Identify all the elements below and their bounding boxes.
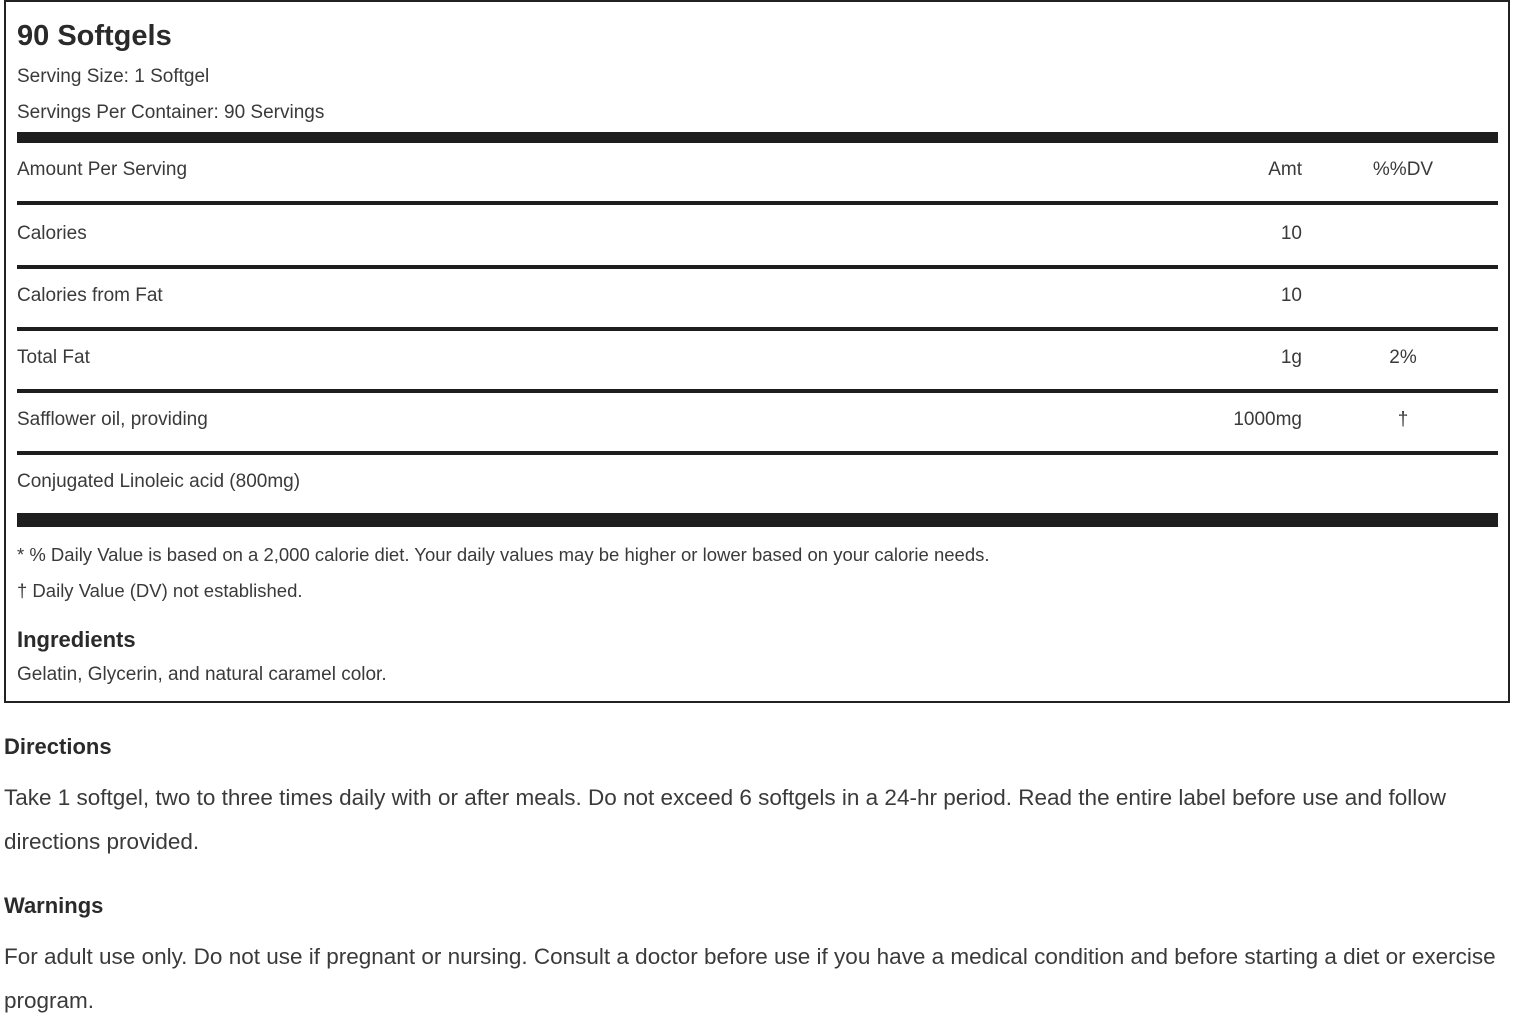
nutrient-name: Calories from Fat	[17, 285, 163, 306]
ingredients-text: Gelatin, Glycerin, and natural caramel color.	[17, 664, 387, 685]
daily-value-footnote: * % Daily Value is based on a 2,000 calorie diet. Your daily values may be higher or lower based on your calorie needs.	[17, 544, 990, 565]
thick-divider-top	[17, 132, 1498, 143]
dv-not-established-footnote: † Daily Value (DV) not established.	[17, 580, 303, 601]
divider	[17, 265, 1498, 269]
nutrient-dv: 2%	[1389, 347, 1417, 368]
servings-per-container	[17, 102, 324, 124]
facts-header-row	[17, 159, 1498, 189]
warnings-text: For adult use only. Do not use if pregnant or nursing. Consult a doctor before use if you have a medical condition and before starting a diet or exercise program.	[4, 944, 1496, 1013]
warnings-heading: Warnings	[4, 893, 104, 918]
divider	[17, 389, 1498, 393]
nutrient-row	[17, 471, 1498, 501]
divider	[17, 201, 1498, 205]
serving-size-value: 1 Softgel	[134, 66, 210, 87]
nutrient-dv: †	[1397, 409, 1409, 430]
nutrient-amount: 10	[1280, 223, 1302, 244]
nutrient-name: Total Fat	[17, 347, 90, 368]
product-count-title: 90 Softgels	[17, 20, 172, 52]
ingredients-heading: Ingredients	[17, 627, 136, 652]
divider	[17, 451, 1498, 455]
header-amt: Amt	[1268, 159, 1302, 180]
nutrient-amount: 10	[1280, 285, 1302, 306]
nutrient-row	[17, 409, 1498, 439]
serving-size	[17, 66, 209, 88]
serving-size-label: Serving Size :	[17, 66, 134, 87]
divider	[17, 327, 1498, 331]
thick-divider-bottom	[17, 513, 1498, 527]
servings-per-container-label: Servings Per Container :	[17, 102, 224, 123]
nutrient-name: Conjugated Linoleic acid (800mg)	[17, 471, 301, 492]
directions-heading: Directions	[4, 734, 112, 759]
header-amount-per-serving: Amount Per Serving	[17, 159, 188, 180]
nutrient-amount: 1g	[1280, 347, 1302, 368]
header-dv: %%DV	[1372, 159, 1434, 180]
nutrient-row	[17, 347, 1498, 377]
nutrient-name: Calories	[17, 223, 87, 244]
servings-per-container-value: 90 Servings	[224, 102, 325, 123]
nutrient-amount: 1000mg	[1233, 409, 1302, 430]
supplement-facts-panel	[4, 0, 1510, 703]
nutrient-name: Safflower oil, providing	[17, 409, 208, 430]
nutrient-row	[17, 223, 1498, 253]
nutrient-row	[17, 285, 1498, 315]
directions-text: Take 1 softgel, two to three times daily with or after meals. Do not exceed 6 softgels in a 24-hr period. Read the entire label before use and follow directions provided.	[4, 785, 1447, 854]
